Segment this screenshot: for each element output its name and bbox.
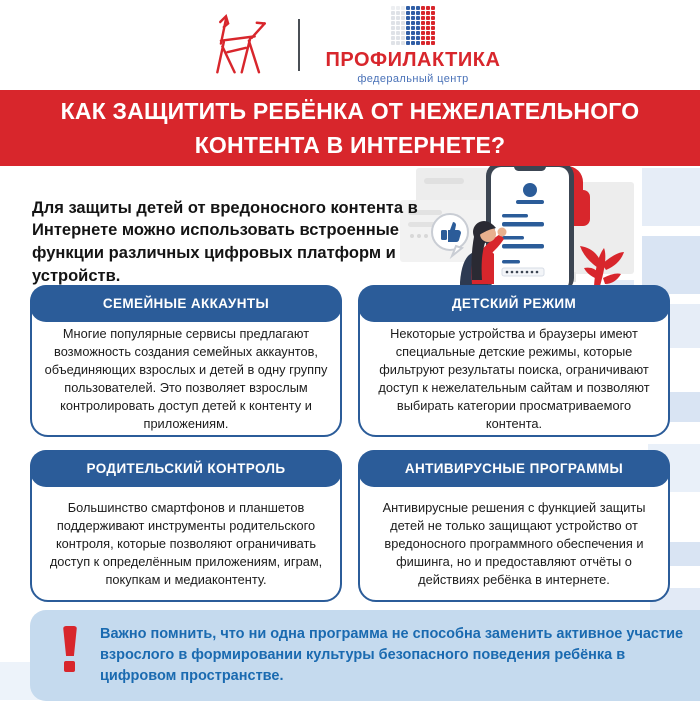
exclamation-icon: [62, 626, 78, 672]
smartphone-icon: [486, 162, 574, 286]
card-child-mode: [358, 285, 670, 437]
note-text: Важно помнить, что ни одна программа не способна заменить активное участие взрослого в формировании культуры безопасного поведения ребёнка в цифровом пространстве.: [100, 626, 684, 685]
horse-line-logo: [200, 12, 272, 78]
card-header: [30, 450, 342, 487]
page-title-line2: КОНТЕНТА В ИНТЕРНЕТЕ?: [194, 132, 506, 158]
logo-divider: [298, 19, 300, 71]
woman-phone-lock-illustration: [398, 160, 670, 286]
page-title-line1: КАК ЗАЩИТИТЬ РЕБЁНКА ОТ НЕЖЕЛАТЕЛЬНОГО: [60, 97, 640, 124]
card-header: [30, 285, 342, 322]
brand-block: [326, 6, 501, 85]
intro-paragraph: Для защиты детей от вредоносного контента в Интернете можно использовать встроенные функции различных цифровых платформ и устройств.: [32, 198, 418, 285]
card-body-text: Некоторые устройства и браузеры имеют специальные детские режимы, которые фильтруют результаты поиска, ограничивают доступ к нежелательным сайтам и позволяют выбирать категории просматриваемого контента.: [378, 325, 650, 432]
brand-subtitle: федеральный центр: [357, 72, 469, 85]
card-antivirus: [358, 450, 670, 602]
header: [0, 0, 700, 90]
card-family-accounts: [30, 285, 342, 437]
brand-name: ПРОФИЛАКТИКА: [325, 48, 501, 71]
title-banner: [0, 90, 700, 166]
card-title: СЕМЕЙНЫЕ АККАУНТЫ: [102, 296, 270, 311]
card-body-text: Большинство смартфонов и планшетов поддерживают инструменты родительского контроля, которые позволяют ограничивать доступ к определённым приложениям, играм, покупкам и медиаконтенту.: [49, 499, 323, 588]
card-header: [358, 450, 670, 487]
card-title: ДЕТСКИЙ РЕЖИМ: [451, 296, 577, 311]
card-parental-control: [30, 450, 342, 602]
card-title: АНТИВИРУСНЫЕ ПРОГРАММЫ: [404, 461, 624, 476]
important-note: [30, 610, 700, 701]
card-header: [358, 285, 670, 322]
card-body-text: Многие популярные сервисы предлагают возможность создания семейных аккаунтов, объединяющих взрослых и детей в одну группу пользователей. Это позволяет взрослым контролировать доступ детей к контенту и приложениям.: [44, 325, 328, 432]
card-title: РОДИТЕЛЬСКИЙ КОНТРОЛЬ: [86, 461, 286, 476]
card-body-text: Антивирусные решения с функцией защиты детей не только защищают устройство от вредоносного программного обеспечения и фишинга, но и предоставляют отчёты о действиях ребёнка в интернете.: [382, 499, 646, 588]
mosaic-flag-logo: [391, 6, 435, 45]
